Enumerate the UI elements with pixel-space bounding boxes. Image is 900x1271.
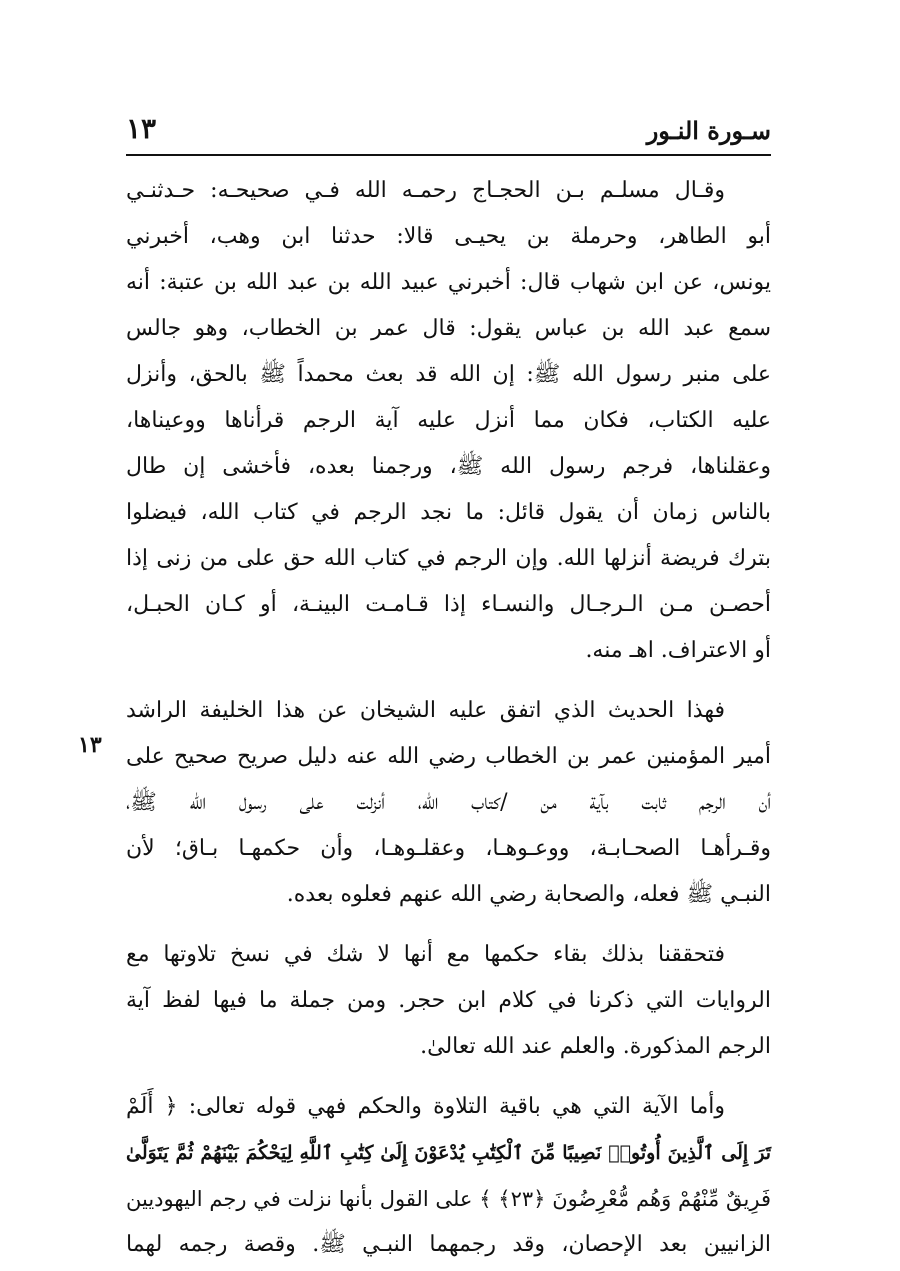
text-line: وأما الآية التي هي باقية التلاوة والحكم فهي قوله تعالى: ﴿ أَلَمْ (126, 1094, 725, 1119)
text-line: فَرِيقٌ مِّنْهُمْ وَهُم مُّعْرِضُونَ ﴿٢٣﴾ ﴾ على القول بأنها نزلت في رجم اليهوديين (126, 1187, 771, 1211)
paragraph-conclusion (126, 932, 771, 1070)
body-text (126, 168, 771, 1268)
text-line: فتحققنا بذلك بقاء حكمها مع أنها لا شك في نسخ تلاوتها مع (126, 942, 725, 967)
text-line: عليه الكتاب، فكان مما أنزل عليه آية الرجم قرأناها ووعيناها، (126, 408, 771, 433)
text-line: وعقلناها، فرجم رسول الله ﷺ، ورجمنا بعده، فأخشى إن طال (126, 454, 771, 479)
margin-page-marker: ١٣ (78, 732, 102, 758)
text-line: سمع عبد الله بن عباس يقول: قال عمر بن الخطاب، وهو جالس (126, 316, 771, 341)
paragraph-commentary (126, 688, 771, 918)
text-line: وقـرأهـا الصحـابـة، ووعـوهـا، وعقلـوهـا، وأن حكمهـا بـاق؛ لأن (126, 836, 771, 861)
text-line: أحصـن مـن الـرجـال والنسـاء إذا قـامـت البينـة، أو كـان الحبـل، (126, 592, 771, 617)
paragraph-quran-verse (126, 1084, 771, 1268)
paragraph-hadith (126, 168, 771, 674)
text-line: وقـال مسلـم بـن الحجـاج رحمـه الله فـي صحيحـه: حـدثنـي (126, 178, 725, 203)
text-line: أن الرجم ثابت بآية من /كتاب الله، أنزلت على رسول الله ﷺ، (126, 790, 771, 815)
quran-verse-line: تَرَ إِلَى ٱلَّذِينَ أُوتُوا۟ نَصِيبًا مِّنَ ٱلْكِتَٰبِ يُدْعَوْنَ إِلَىٰ كِتَٰبِ ٱللَّهِ لِيَحْكُمَ بَيْنَهُمْ ثُمَّ يَتَوَلَّىٰ (126, 1142, 771, 1164)
text-line: الرجم المذكورة. والعلم عند الله تعالىٰ. (420, 1034, 771, 1059)
text-line: على منبر رسول الله ﷺ: إن الله قد بعث محمداً ﷺ بالحق، وأنزل (126, 362, 771, 387)
text-line: أو الاعتراف. اهـ منه. (585, 638, 771, 663)
page-header (126, 108, 771, 156)
text-line: أبو الطاهر، وحرملة بن يحيـى قالا: حدثنا ابن وهب، أخبرني (126, 224, 771, 249)
text-line: أمير المؤمنين عمر بن الخطاب رضي الله عنه دليل صريح صحيح على (126, 744, 771, 769)
text-line: الزانيين بعد الإحصان، وقد رجمهما النبـي ﷺ. وقصة رجمه لهما (126, 1232, 771, 1257)
text-line: بالناس زمان أن يقول قائل: ما نجد الرجم في كتاب الله، فيضلوا (126, 500, 771, 525)
text-line: النبـي ﷺ فعله، والصحابة رضي الله عنهم فعلوه بعده. (286, 882, 771, 907)
text-line: فهذا الحديث الذي اتفق عليه الشيخان عن هذا الخليفة الراشد (126, 698, 725, 723)
text-line: يونس، عن ابن شهاب قال: أخبرني عبيد الله بن عبد الله بن عتبة: أنه (126, 270, 771, 295)
text-line: بترك فريضة أنزلها الله. وإن الرجم في كتاب الله حق على من زنى إذا (126, 546, 771, 571)
running-title: سـورة النـور (646, 116, 771, 145)
page-number: ١٣ (126, 112, 157, 145)
text-line: الروايات التي ذكرنا في كلام ابن حجر. ومن جملة ما فيها لفظ آية (126, 988, 771, 1013)
